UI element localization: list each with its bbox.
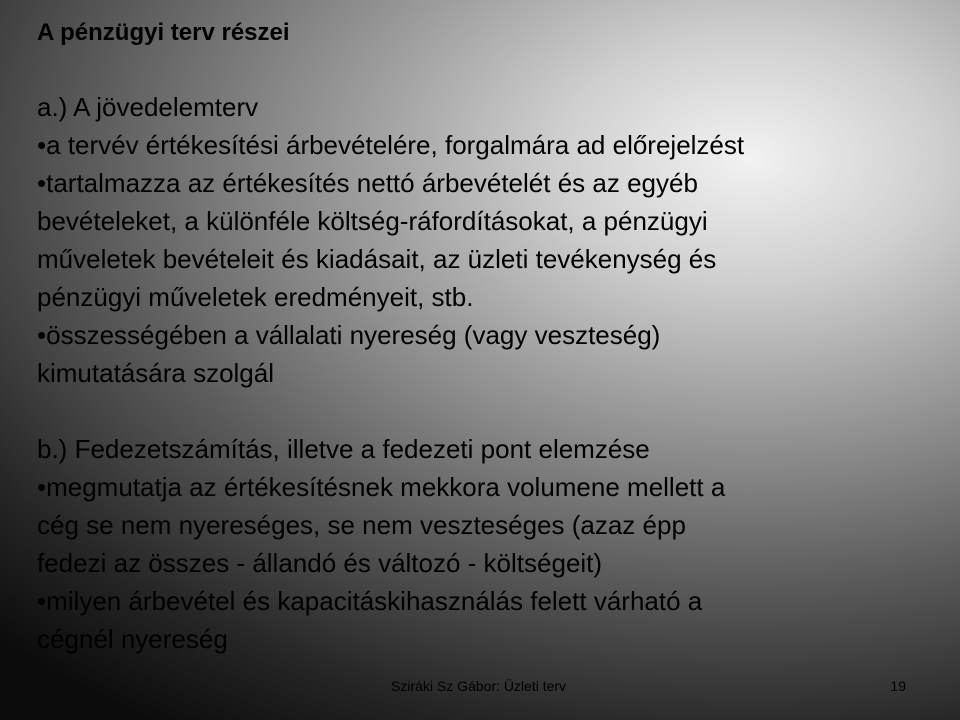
bullet-line: •összességében a vállalati nyereség (vagy veszteség) [37,320,661,350]
section-spacer [37,392,927,430]
bullet-line: kimutatására szolgál [37,358,274,388]
bullet-line: cégnél nyereség [37,624,228,654]
bullet-line: bevételeket, a különféle költség-ráfordításokat, a pénzügyi [37,206,708,236]
bullet-line: •megmutatja az értékesítésnek mekkora volumene mellett a [37,472,726,502]
bullet-line: •milyen árbevétel és kapacitáskihasználás felett várható a [37,586,703,616]
page-number: 19 [890,678,906,694]
bullet-line: cég se nem nyereséges, se nem veszteséges (azaz épp [37,510,686,540]
slide-body [37,88,927,658]
section-b-heading: b.) Fedezetszámítás, illetve a fedezeti pont elemzése [37,434,650,464]
footer-author: Sziráki Sz Gábor: Üzleti terv [391,678,567,694]
bullet-line: pénzügyi műveletek eredményeit, stb. [37,282,474,312]
slide-title: A pénzügyi terv részei [37,19,290,46]
section-a-heading: a.) A jövedelemterv [37,92,259,122]
bullet-line: •tartalmazza az értékesítés nettó árbevételét és az egyéb [37,168,698,198]
bullet-line: műveletek bevételeit és kiadásait, az üzleti tevékenység és [37,244,717,274]
bullet-line: fedezi az összes - állandó és változó - költségeit) [37,548,603,578]
bullet-line: •a tervév értékesítési árbevételére, forgalmára ad előrejelzést [37,130,745,160]
